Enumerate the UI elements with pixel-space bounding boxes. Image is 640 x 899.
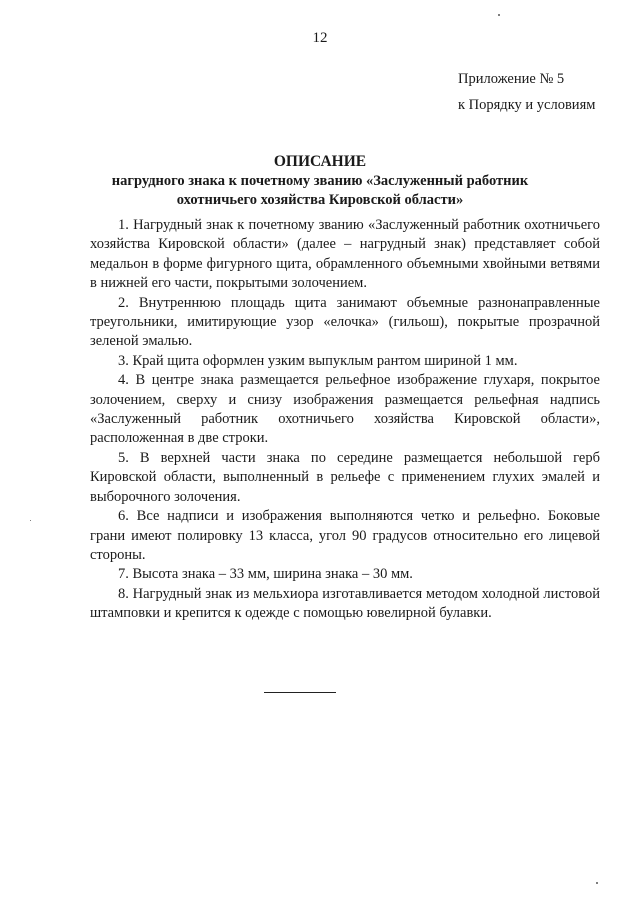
appendix-reference — [458, 66, 595, 118]
document-subtitle: нагрудного знака к почетному званию «Заслуженный работник охотничьего хозяйства Кировской области» — [111, 173, 529, 208]
appendix-reference-text: к Порядку и условиям — [458, 97, 596, 113]
document-body — [90, 216, 600, 624]
page-number: 12 — [312, 30, 328, 46]
end-of-text-rule — [264, 692, 336, 693]
scan-speck — [498, 14, 500, 16]
paragraph-1: 1. Нагрудный знак к почетному званию «Заслуженный работник охотничьего хозяйства Кировской области» (далее – нагрудный знак) представляет собой медальон в форме фигурного щита, обрамленного объемными хвойными ветвями в нижней его части, покрытыми золочением. — [90, 217, 600, 292]
scan-speck — [596, 882, 598, 884]
paragraph-6: 6. Все надписи и изображения выполняются четко и рельефно. Боковые грани имеют полировку 13 класса, угол 90 градусов относительно его лицевой стороны. — [90, 508, 600, 563]
paragraph-5: 5. В верхней части знака по середине размещается небольшой герб Кировской области, выполненный в рельефе с применением глухих эмалей и выборочного золочения. — [90, 449, 600, 505]
document-title-block — [0, 152, 640, 210]
paragraph-2: 2. Внутреннюю площадь щита занимают объемные разнонаправленные треугольники, имитирующие узор «елочка» (гильош), покрытые прозрачной зеленой эмалью. — [90, 294, 600, 350]
paragraph-4: 4. В центре знака размещается рельефное изображение глухаря, покрытое золочением, сверху и снизу изображения размещается рельефная надпись «Заслуженный работник охотничьего хозяйства Кировской области», расположенная в две строки. — [90, 372, 600, 447]
paragraph-7: 7. Высота знака – 33 мм, ширина знака – 30 мм. — [118, 566, 413, 583]
appendix-number: Приложение № 5 — [458, 71, 565, 87]
paragraph-8: 8. Нагрудный знак из мельхиора изготавливается методом холодной листовой штамповки и крепится к одежде с помощью ювелирной булавки. — [90, 585, 600, 622]
document-title: ОПИСАНИЕ — [273, 153, 367, 170]
paragraph-3: 3. Край щита оформлен узким выпуклым рантом шириной 1 мм. — [118, 352, 518, 369]
scan-speck — [30, 520, 31, 521]
